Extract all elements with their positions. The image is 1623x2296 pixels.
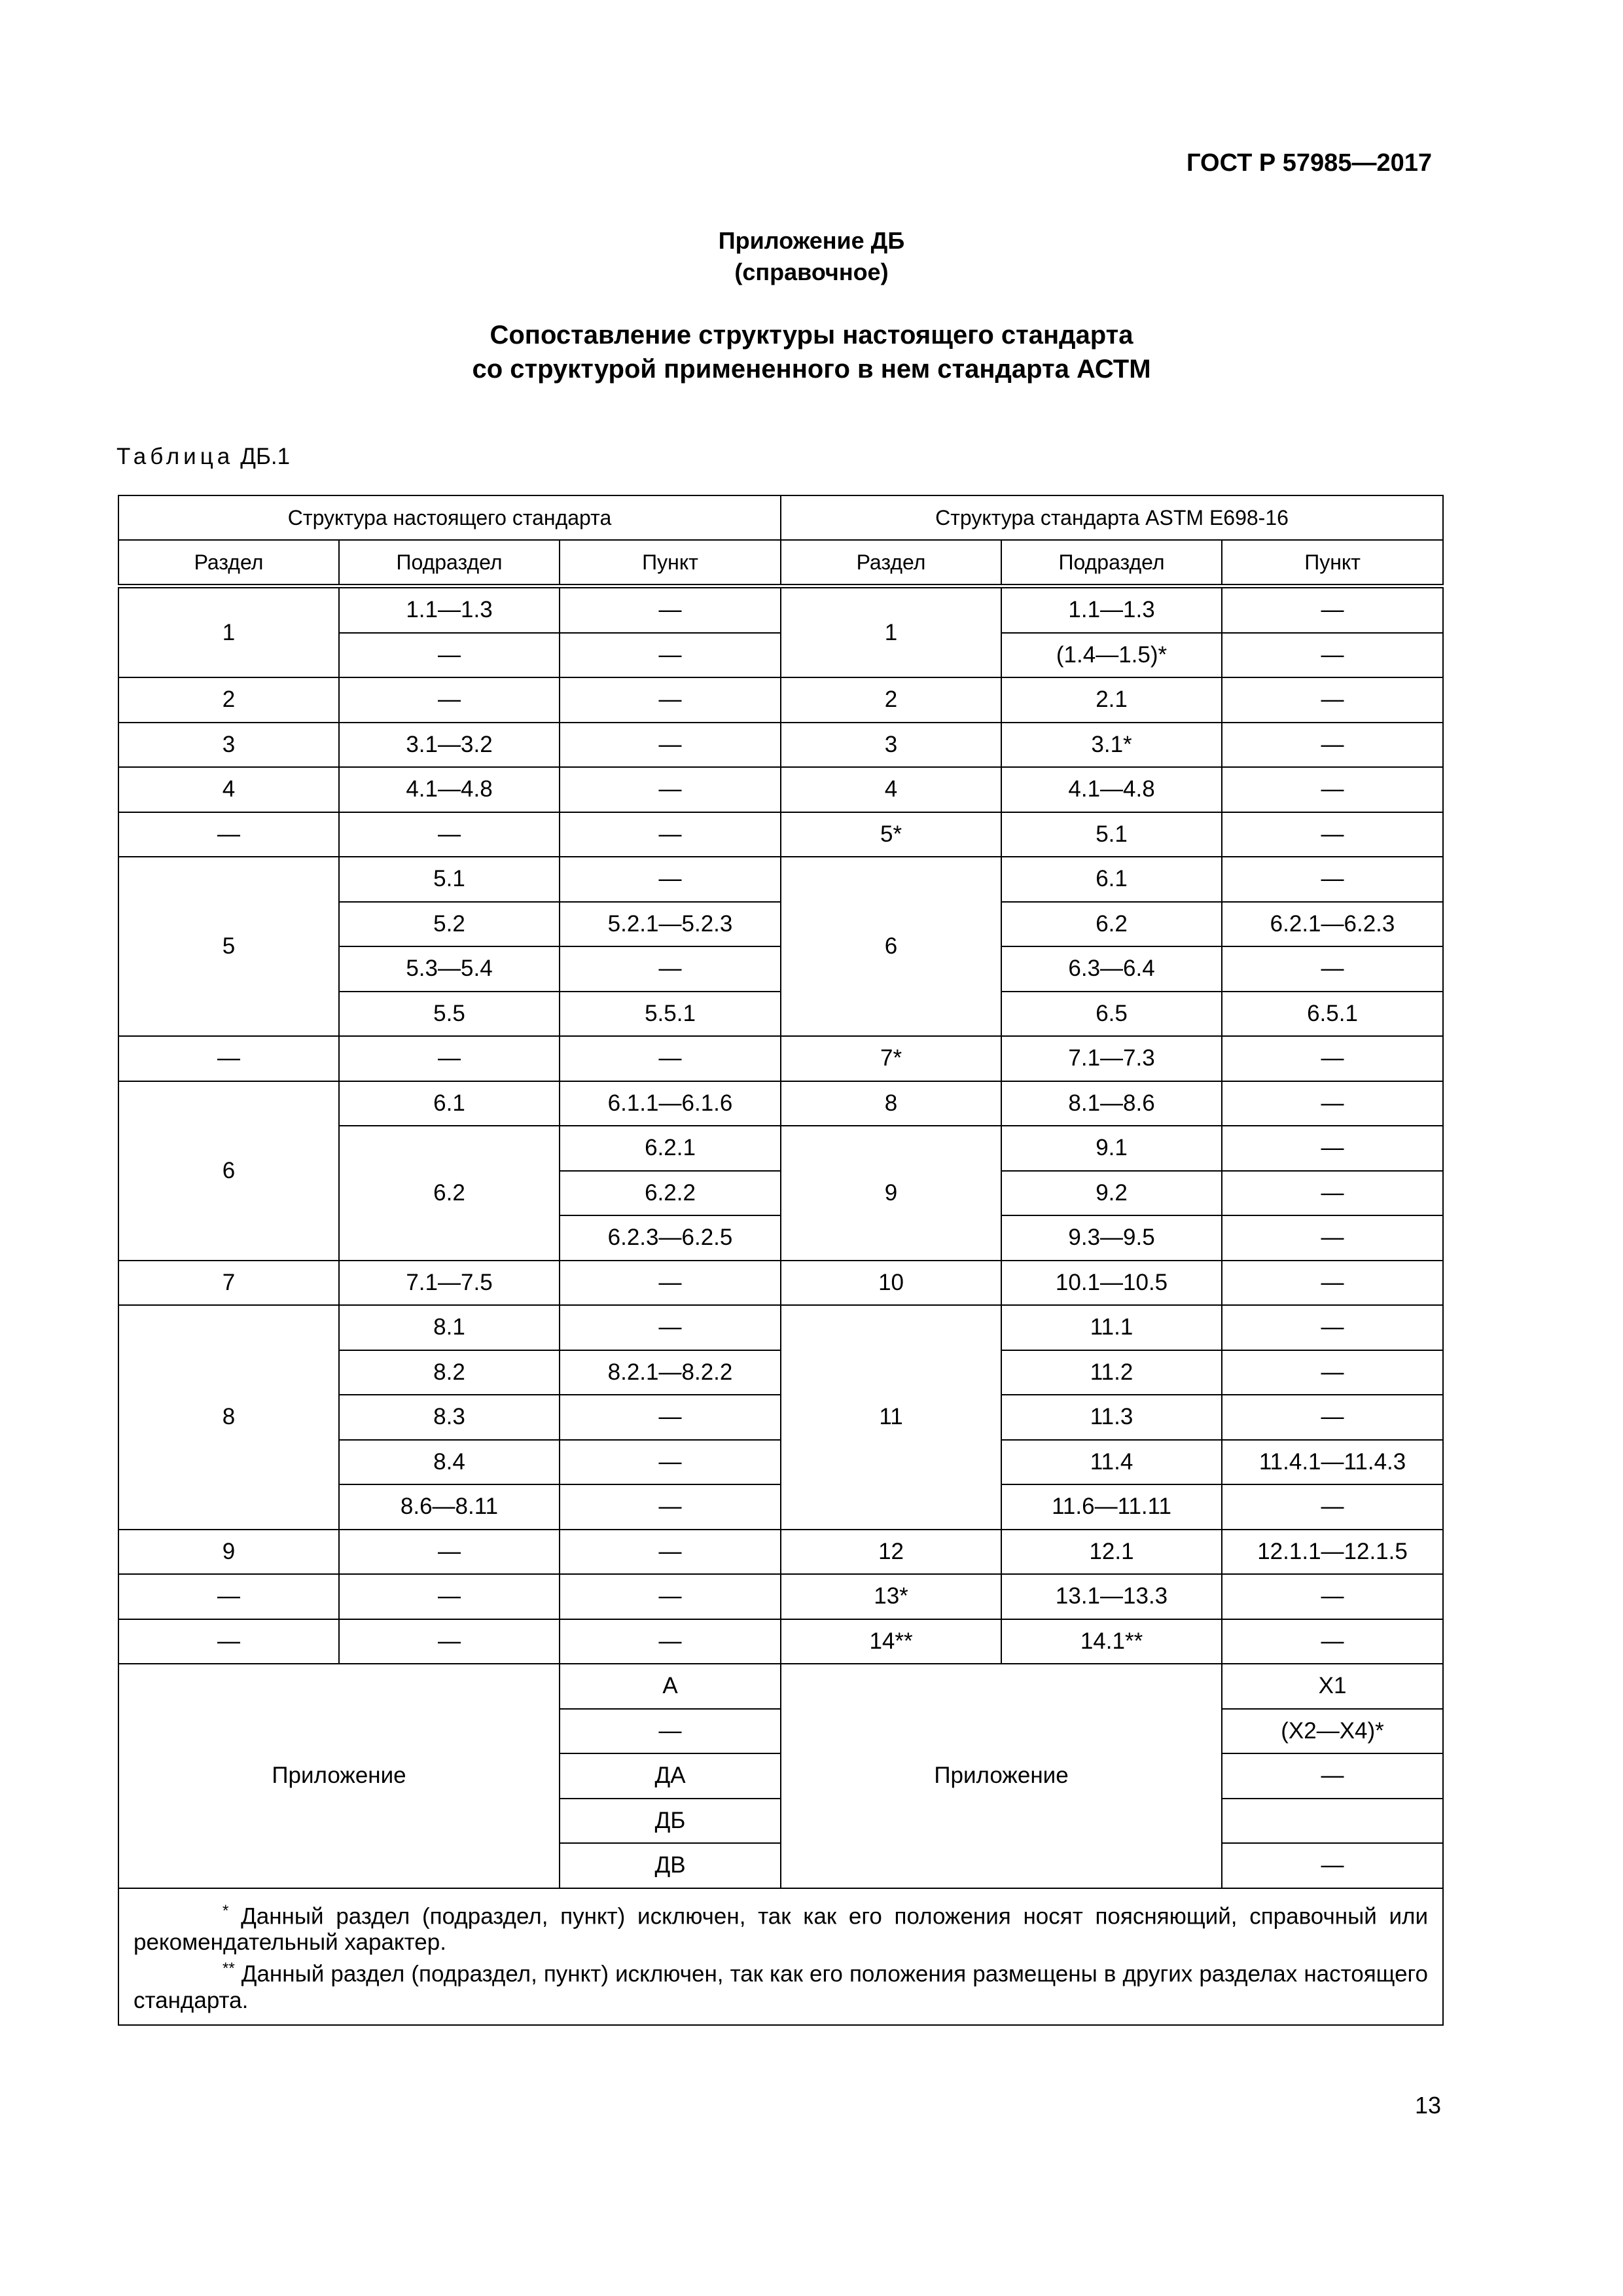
table-cell: 6.2.1 (560, 1126, 781, 1171)
table-cell: 2 (781, 677, 1001, 723)
table-cell: 1.1—1.3 (1001, 586, 1222, 633)
table-cell: — (560, 1305, 781, 1350)
table-cell: — (339, 1619, 560, 1664)
table-caption-number: ДБ.1 (240, 444, 291, 469)
table-cell: 4 (118, 767, 339, 812)
table-cell: 8.3 (339, 1395, 560, 1440)
table-row (118, 767, 1443, 812)
header-item: Пункт (560, 540, 781, 586)
table-cell: 11.1 (1001, 1305, 1222, 1350)
table-cell: — (1222, 1350, 1443, 1395)
table-cell: 11.4.1—11.4.3 (1222, 1440, 1443, 1485)
table-cell: — (1222, 633, 1443, 678)
table-cell: 14.1** (1001, 1619, 1222, 1664)
table-cell: — (1222, 1261, 1443, 1306)
table-cell: — (1222, 1619, 1443, 1664)
table-cell: — (1222, 1305, 1443, 1350)
table-cell: — (118, 1574, 339, 1619)
table-cell: (X2—X4)* (1222, 1709, 1443, 1754)
header-subsection: Подраздел (1001, 540, 1222, 586)
table-cell: — (560, 1261, 781, 1306)
table-cell: 6.2.1—6.2.3 (1222, 902, 1443, 947)
table-cell: 6 (118, 1081, 339, 1261)
table-cell: — (1222, 1215, 1443, 1261)
table-cell: (1.4—1.5)* (1001, 633, 1222, 678)
table-cell: 5* (781, 812, 1001, 857)
table-cell: 3 (118, 723, 339, 768)
table-cell: 14** (781, 1619, 1001, 1664)
table-cell: 2.1 (1001, 677, 1222, 723)
table-cell: 6.1 (339, 1081, 560, 1126)
table-cell: 6.5 (1001, 992, 1222, 1037)
document-title-line-2: со структурой примененного в нем стандарта АСТМ (472, 355, 1151, 384)
table-cell: 5.5 (339, 992, 560, 1037)
table-cell: 5.1 (1001, 812, 1222, 857)
table-cell: — (560, 633, 781, 678)
table-cell: — (560, 1395, 781, 1440)
table-cell: — (118, 812, 339, 857)
header-section: Раздел (781, 540, 1001, 586)
table-cell: — (560, 1709, 781, 1754)
table-cell: — (1222, 1574, 1443, 1619)
table-row (118, 723, 1443, 768)
table-cell: 11.6—11.11 (1001, 1484, 1222, 1530)
table-row (118, 1305, 1443, 1350)
table-cell: — (560, 1440, 781, 1485)
table-cell: 9.3—9.5 (1001, 1215, 1222, 1261)
table-cell: 10 (781, 1261, 1001, 1306)
table-cell: — (560, 677, 781, 723)
table-caption (116, 444, 290, 470)
table-cell: 10.1—10.5 (1001, 1261, 1222, 1306)
table-cell: 13.1—13.3 (1001, 1574, 1222, 1619)
header-item: Пункт (1222, 540, 1443, 586)
table-cell: — (1222, 1171, 1443, 1216)
table-cell: — (560, 1530, 781, 1575)
table-cell: — (1222, 767, 1443, 812)
annex-title: Приложение ДБ (718, 227, 905, 254)
table-cell: 2 (118, 677, 339, 723)
table-cell: 5.3—5.4 (339, 946, 560, 992)
table-cell: 9.1 (1001, 1126, 1222, 1171)
table-cell: — (1222, 586, 1443, 633)
table-cell: 3.1* (1001, 723, 1222, 768)
table-row (118, 1081, 1443, 1126)
table-cell: — (1222, 1843, 1443, 1888)
table-cell: — (339, 633, 560, 678)
header-this-standard: Структура настоящего стандарта (118, 495, 781, 540)
table-row (118, 1664, 1443, 1709)
table-cell: 1.1—1.3 (339, 586, 560, 633)
table-cell: — (1222, 1081, 1443, 1126)
table-cell: — (560, 586, 781, 633)
table-cell: 1 (781, 586, 1001, 678)
appendix-cell-right: Приложение (781, 1664, 1222, 1888)
table-cell: — (1222, 1753, 1443, 1799)
table-cell: 6.2.3—6.2.5 (560, 1215, 781, 1261)
table-cell: — (560, 1619, 781, 1664)
table-cell: ДА (560, 1753, 781, 1799)
table-cell: — (118, 1036, 339, 1081)
table-cell: 6.2 (339, 1126, 560, 1261)
table-cell: — (560, 812, 781, 857)
table-cell: 11.3 (1001, 1395, 1222, 1440)
annex-heading (0, 225, 1623, 288)
table-row (118, 1619, 1443, 1664)
table-cell: — (1222, 946, 1443, 992)
table-cell: — (1222, 812, 1443, 857)
table-cell: 11.4 (1001, 1440, 1222, 1485)
table-cell: 12 (781, 1530, 1001, 1575)
table-cell: 6.5.1 (1222, 992, 1443, 1037)
table-cell: — (118, 1619, 339, 1664)
table-cell: — (560, 723, 781, 768)
table-cell: 8.6—8.11 (339, 1484, 560, 1530)
table-cell: 5.2.1—5.2.3 (560, 902, 781, 947)
table-cell: X1 (1222, 1664, 1443, 1709)
table-cell: — (560, 1036, 781, 1081)
document-title (0, 318, 1623, 386)
table-cell: 1 (118, 586, 339, 678)
table-notes (118, 1888, 1443, 2025)
table-cell: — (339, 677, 560, 723)
table-cell: ДБ (560, 1799, 781, 1844)
table-cell: — (1222, 1126, 1443, 1171)
table-cell: — (560, 767, 781, 812)
page-number: 13 (1414, 2092, 1441, 2119)
table-row (118, 812, 1443, 857)
table-notes-row (118, 1888, 1443, 2025)
header-astm-standard: Структура стандарта ASTM E698-16 (781, 495, 1443, 540)
table-cell: 5 (118, 857, 339, 1036)
table-cell: 7* (781, 1036, 1001, 1081)
table-cell: — (560, 857, 781, 902)
table-cell: 6 (781, 857, 1001, 1036)
table-cell: 12.1.1—12.1.5 (1222, 1530, 1443, 1575)
footnote-text: Данный раздел (подраздел, пункт) исключен, так как его положения размещены в других разделах настоящего стандарта. (134, 1961, 1429, 2013)
table-cell: 8 (781, 1081, 1001, 1126)
table-cell: — (339, 1574, 560, 1619)
table-cell: 9 (118, 1530, 339, 1575)
table-cell: 6.2.2 (560, 1171, 781, 1216)
footnote (134, 1956, 1428, 2014)
table-cell: 8.2.1—8.2.2 (560, 1350, 781, 1395)
footnote (134, 1898, 1428, 1956)
table-cell: 4 (781, 767, 1001, 812)
table-cell: 12.1 (1001, 1530, 1222, 1575)
table-row (118, 1261, 1443, 1306)
table-cell: — (339, 1036, 560, 1081)
table-cell: — (1222, 1036, 1443, 1081)
table-cell: 5.5.1 (560, 992, 781, 1037)
table-cell: 8.2 (339, 1350, 560, 1395)
table-cell: — (1222, 1395, 1443, 1440)
table-cell: — (560, 1484, 781, 1530)
table-cell: 6.1.1—6.1.6 (560, 1081, 781, 1126)
table-cell (1222, 1799, 1443, 1844)
table-cell: 6.1 (1001, 857, 1222, 902)
table-row (118, 586, 1443, 633)
table-cell: — (1222, 857, 1443, 902)
table-cell: А (560, 1664, 781, 1709)
table-cell: — (339, 812, 560, 857)
table-cell: — (1222, 677, 1443, 723)
table-cell: 11.2 (1001, 1350, 1222, 1395)
table-cell: 11 (781, 1305, 1001, 1530)
table-cell: 13* (781, 1574, 1001, 1619)
footnote-text: Данный раздел (подраздел, пункт) исключен, так как его положения носят поясняющий, справочный или рекомендательный характер. (134, 1903, 1429, 1956)
header-section: Раздел (118, 540, 339, 586)
table-cell: 8 (118, 1305, 339, 1530)
document-title-line-1: Сопоставление структуры настоящего стандарта (490, 321, 1133, 350)
table-row (118, 1574, 1443, 1619)
table-caption-label: Таблица (116, 444, 234, 469)
table-cell: 7 (118, 1261, 339, 1306)
table-cell: ДВ (560, 1843, 781, 1888)
comparison-table (118, 495, 1444, 2026)
table-cell: 7.1—7.5 (339, 1261, 560, 1306)
header-subsection: Подраздел (339, 540, 560, 586)
table-cell: 3 (781, 723, 1001, 768)
annex-subtitle: (справочное) (734, 259, 889, 285)
table-row (118, 1036, 1443, 1081)
table-cell: 6.3—6.4 (1001, 946, 1222, 992)
table-row (118, 677, 1443, 723)
table-row (118, 857, 1443, 902)
table-cell: — (1222, 1484, 1443, 1530)
footnote-mark: ** (223, 1960, 235, 1978)
table-row (118, 1530, 1443, 1575)
table-cell: — (560, 1574, 781, 1619)
appendix-cell-left: Приложение (118, 1664, 560, 1888)
document-code: ГОСТ Р 57985—2017 (1186, 149, 1432, 177)
table-cell: 3.1—3.2 (339, 723, 560, 768)
table-cell: — (339, 1530, 560, 1575)
table-cell: 4.1—4.8 (339, 767, 560, 812)
table-cell: 5.2 (339, 902, 560, 947)
table-cell: 9.2 (1001, 1171, 1222, 1216)
table-cell: 8.4 (339, 1440, 560, 1485)
table-cell: — (1222, 723, 1443, 768)
table-cell: 6.2 (1001, 902, 1222, 947)
footnote-mark: * (223, 1901, 229, 1920)
table-cell: 8.1—8.6 (1001, 1081, 1222, 1126)
table-cell: 7.1—7.3 (1001, 1036, 1222, 1081)
table-cell: 4.1—4.8 (1001, 767, 1222, 812)
table-cell: — (560, 946, 781, 992)
table-cell: 5.1 (339, 857, 560, 902)
table-cell: 9 (781, 1126, 1001, 1261)
table-cell: 8.1 (339, 1305, 560, 1350)
